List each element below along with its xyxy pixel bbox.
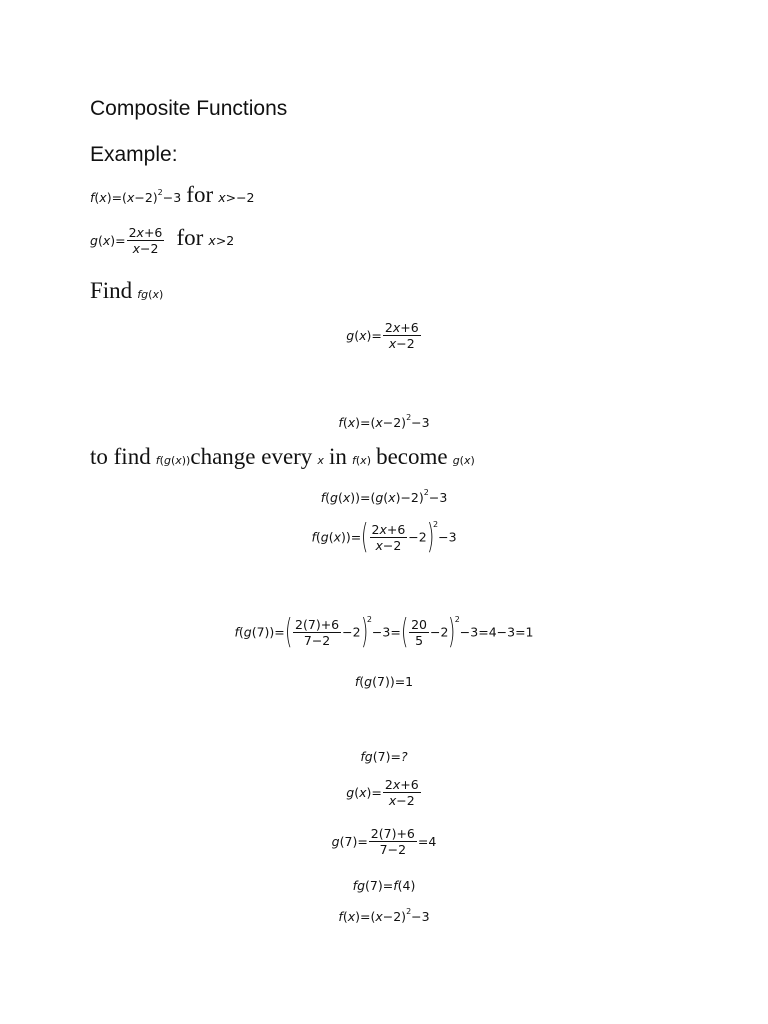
eq-fgx-1: $f(g(x))=(g(x)-2)^2-3$ — [320, 488, 448, 505]
to-find-text: to find — [90, 444, 151, 469]
find-target: fg — [137, 288, 149, 301]
example-heading: Example: — [90, 143, 178, 166]
eq-fg7-f4: fg(7)=f(4) — [352, 878, 416, 893]
page-title: Composite Functions — [90, 97, 288, 120]
eq-fgx-2: f(g(x))=( $\frac{2x+6}{x-2}$ −2)$^2$−3 — [311, 517, 457, 557]
fx-domain: x — [218, 190, 226, 205]
eq-fg7-question: fg(7)=? — [360, 749, 408, 764]
eq-g7: g(7)= $\frac{2(7)+6}{7-2}$ =4 — [331, 826, 437, 857]
find-word: Find — [90, 278, 133, 303]
eq-fg7-compute: f(g(7))=( $\frac{2(7)+6}{7-2}$ −2)$^2$−3=( $\frac{20}{5}$ −2)$^2$−3=4−3=1 — [234, 612, 534, 652]
eq-fx-2: $f(x)=(x-2)^2-3$ — [338, 907, 430, 924]
in-text: in — [329, 444, 347, 469]
change-every-text: change every — [190, 444, 313, 469]
eq-gx: g(x)= $\frac{2x+6}{x-2}$ — [346, 320, 419, 351]
eq-gx-2: g(x)= $\frac{2x+6}{x-2}$ — [346, 777, 419, 808]
fx-definition: f — [90, 190, 95, 205]
for-word-2: for — [176, 225, 204, 250]
gx-domain: x — [208, 233, 216, 248]
become-text: become — [376, 444, 448, 469]
instruction-line: to find f(g(x))change every x in f(x) become g(x) — [90, 444, 475, 469]
find-line: Find fg(x) — [90, 278, 164, 303]
eq-fx: $f(x)=(x-2)^2-3$ — [338, 413, 430, 430]
for-word-1: for — [186, 182, 214, 207]
fx-definition-line: $f(x)=(x-2)^2-3$ for x>−2 — [90, 182, 255, 207]
eq-fg7-result: f(g(7))=1 — [354, 674, 414, 689]
gx-definition: g — [90, 233, 98, 248]
gx-definition-line: g(x)= $\frac{2x+6}{x-2}$ for x>2 — [90, 225, 235, 256]
